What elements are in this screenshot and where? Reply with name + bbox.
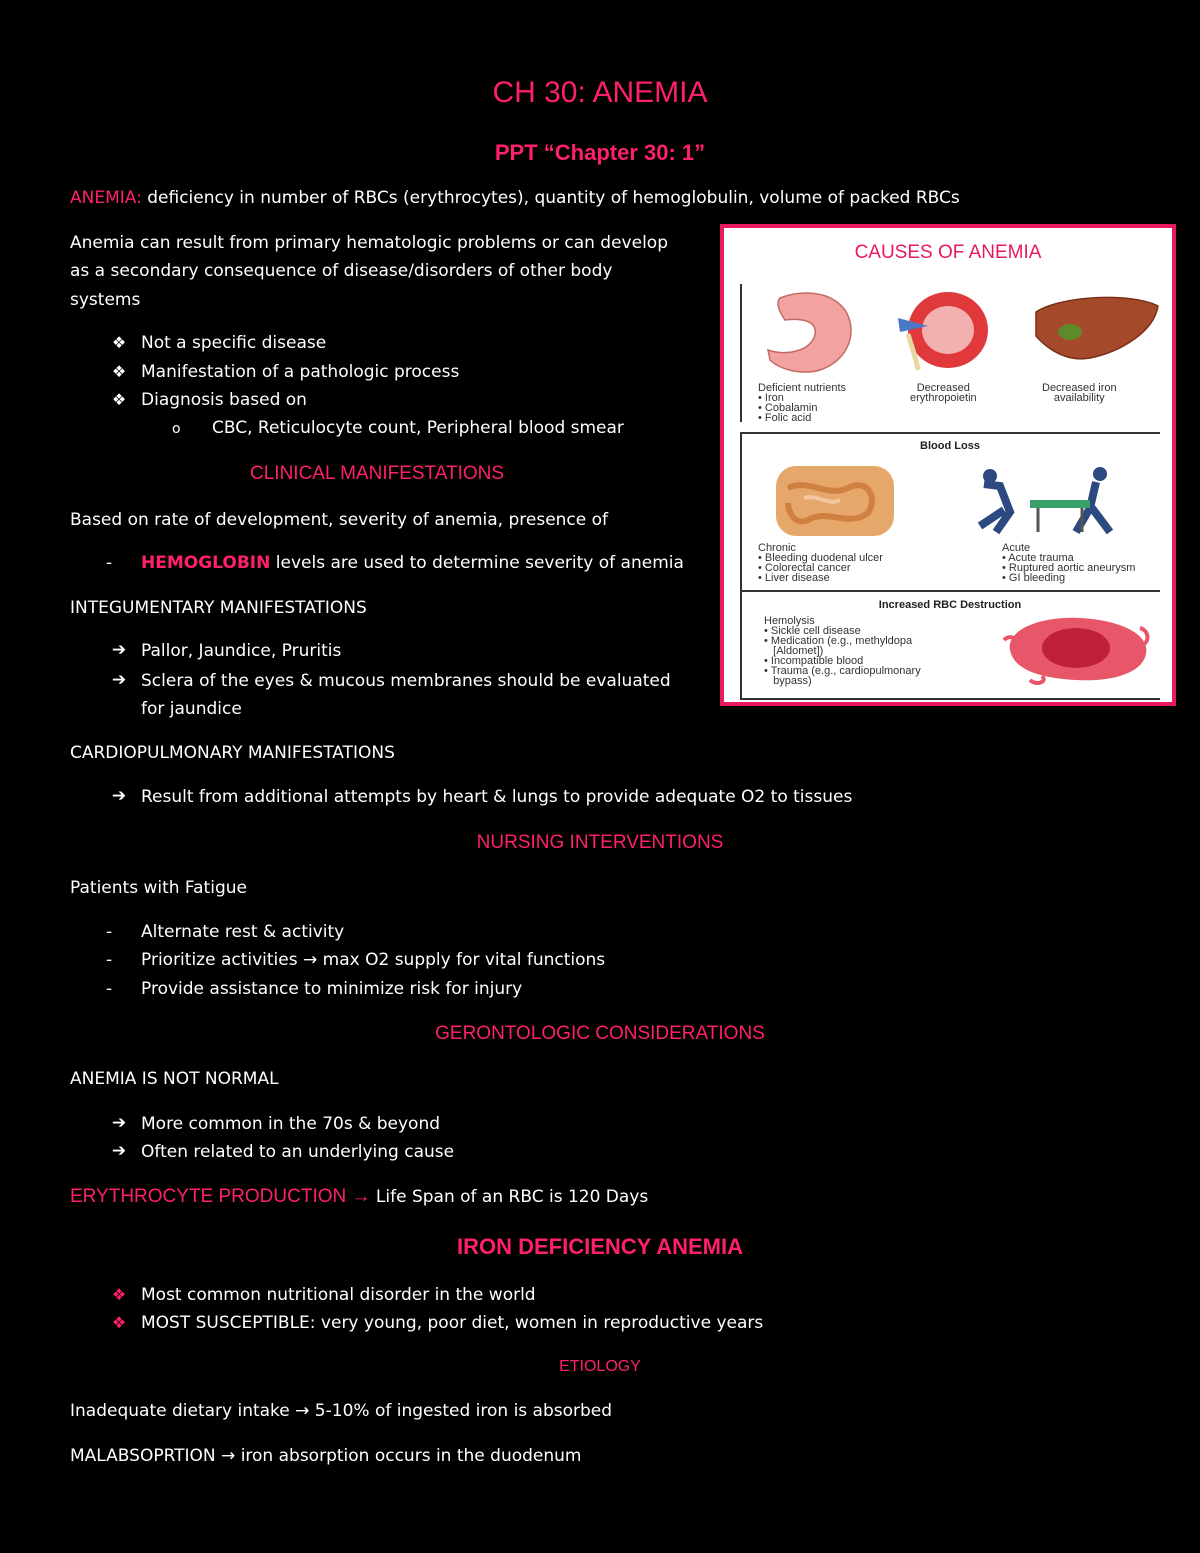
erythrocyte-term: ERYTHROCYTE PRODUCTION → — [70, 1186, 371, 1207]
caption-acute: Acute • Acute trauma • Ruptured aortic aneurysm • GI bleeding — [1002, 542, 1136, 584]
arrow-bullet-icon: ➔ — [111, 1113, 127, 1133]
etiology-heading: ETIOLOGY — [559, 1358, 641, 1375]
diamond-bullet-icon: ❖ — [111, 390, 127, 409]
figure-title: CAUSES OF ANEMIA — [854, 242, 1042, 263]
dash-bullet: - — [106, 950, 113, 970]
caption-iron-availability: Decreased iron availability — [1042, 382, 1117, 404]
etiology-item-2: MALABSOPRTION → iron absorption occurs in the duodenum — [70, 1446, 582, 1466]
clinical-heading: CLINICAL MANIFESTATIONS — [250, 463, 505, 484]
dash-bullet: - — [106, 553, 113, 573]
definition-term: ANEMIA: — [70, 188, 142, 208]
nursing-heading: NURSING INTERVENTIONS — [476, 832, 724, 853]
clinical-text: Based on rate of development, severity of anemia, presence of — [70, 510, 609, 530]
nursing-item-1: Alternate rest & activity — [141, 922, 345, 942]
diamond-bullet-icon: ❖ — [111, 1285, 127, 1304]
definition-text: deficiency in number of RBCs (erythrocytes), quantity of hemoglobulin, volume of packed RBCs — [141, 188, 960, 208]
diamond-bullet-icon: ❖ — [111, 333, 127, 352]
intro-line-2: as a secondary consequence of disease/disorders of other body — [70, 261, 613, 281]
hemoglobin-term: HEMOGLOBIN — [141, 553, 271, 573]
kidney-icon — [888, 288, 992, 378]
page-title: CH 30: ANEMIA — [492, 76, 708, 109]
iron-item-1: Most common nutritional disorder in the world — [141, 1285, 536, 1305]
cardiopulmonary-item: Result from additional attempts by heart & lungs to provide adequate O2 to tissues — [141, 787, 853, 807]
liver-icon — [1030, 292, 1164, 372]
gerontologic-item-1: More common in the 70s & beyond — [141, 1114, 441, 1134]
intro-bullet-1: Not a specific disease — [141, 333, 327, 353]
hemoglobin-text: levels are used to determine severity of anemia — [270, 553, 684, 573]
caption-hemolysis: Hemolysis • Sickle cell disease • Medication (e.g., methyldopa [Aldomet]) • Incompatible blood • Trauma (e.g., cardiopulmonary bypass) — [764, 615, 921, 687]
dash-bullet: - — [106, 922, 113, 942]
cardiopulmonary-heading: CARDIOPULMONARY MANIFESTATIONS — [70, 743, 395, 763]
stomach-icon — [760, 290, 860, 378]
arrow-bullet-icon: ➔ — [111, 670, 127, 690]
nursing-item-3: Provide assistance to minimize risk for injury — [141, 979, 523, 999]
nursing-item-2: Prioritize activities → max O2 supply for vital functions — [141, 950, 606, 970]
diamond-bullet-icon: ❖ — [111, 1313, 127, 1332]
stretcher-icon — [960, 462, 1134, 542]
caption-nutrients: Deficient nutrients • Iron • Cobalamin • Folic acid — [758, 382, 847, 424]
arrow-bullet-icon: ➔ — [111, 1141, 127, 1161]
rbc-cell-icon — [1000, 610, 1154, 686]
gerontologic-text: ANEMIA IS NOT NORMAL — [70, 1069, 279, 1089]
intro-line-1: Anemia can result from primary hematologic problems or can develop — [70, 233, 668, 253]
caption-chronic: Chronic • Bleeding duodenal ulcer • Colorectal cancer • Liver disease — [758, 542, 883, 584]
intro-bullet-3: Diagnosis based on — [141, 390, 307, 410]
arrow-bullet-icon: ➔ — [111, 786, 127, 806]
diamond-bullet-icon: ❖ — [111, 362, 127, 381]
integumentary-heading: INTEGUMENTARY MANIFESTATIONS — [70, 598, 367, 618]
caption-erythropoietin: Decreased erythropoietin — [910, 382, 977, 404]
causes-of-anemia-figure — [720, 224, 1176, 706]
dash-bullet: - — [106, 979, 113, 999]
iron-item-2: MOST SUSCEPTIBLE: very young, poor diet, women in reproductive years — [141, 1313, 764, 1333]
integumentary-item-2: Sclera of the eyes & mucous membranes should be evaluated — [141, 671, 671, 691]
erythrocyte-line — [70, 1186, 648, 1208]
iron-heading: IRON DEFICIENCY ANEMIA — [456, 1234, 744, 1259]
gerontologic-item-2: Often related to an underlying cause — [141, 1142, 455, 1162]
gerontologic-heading: GERONTOLOGIC CONSIDERATIONS — [435, 1023, 765, 1044]
intro-bullet-2: Manifestation of a pathologic process — [141, 362, 460, 382]
integumentary-item-2-cont: for jaundice — [141, 699, 242, 719]
intro-line-3: systems — [70, 290, 141, 310]
anemia-definition — [70, 188, 960, 208]
rbc-destruction-heading: Increased RBC Destruction — [878, 599, 1022, 611]
integumentary-item-1: Pallor, Jaundice, Pruritis — [141, 641, 342, 661]
etiology-item-1: Inadequate dietary intake → 5-10% of ingested iron is absorbed — [70, 1401, 613, 1421]
nursing-text: Patients with Fatigue — [70, 878, 247, 898]
arrow-bullet-icon: ➔ — [111, 640, 127, 660]
intestine-icon — [768, 458, 902, 544]
hemoglobin-line — [141, 553, 684, 573]
erythrocyte-text: Life Span of an RBC is 120 Days — [370, 1187, 649, 1207]
circle-bullet-icon: o — [172, 421, 181, 437]
intro-sub-bullet: CBC, Reticulocyte count, Peripheral blood smear — [212, 418, 624, 438]
page-subtitle: PPT “Chapter 30: 1” — [494, 140, 706, 165]
blood-loss-heading: Blood Loss — [920, 440, 980, 452]
